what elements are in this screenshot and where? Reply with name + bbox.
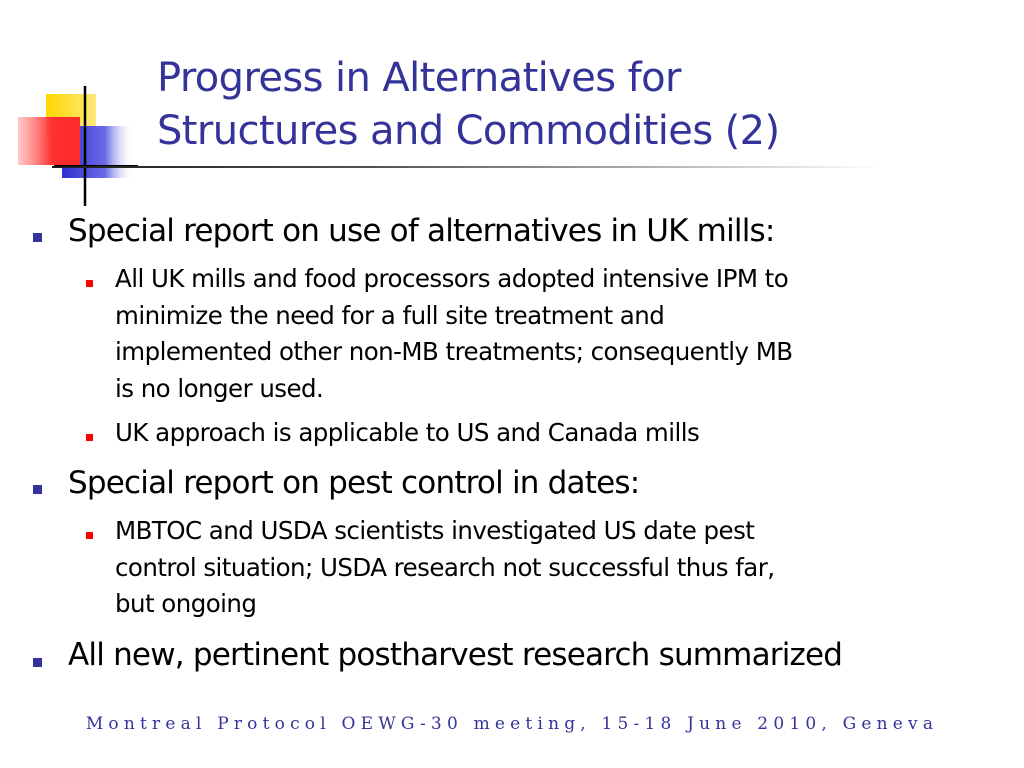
slide-title-line-1: Progress in Alternatives for [157, 55, 681, 101]
sub-bullet-line: is no longer used. [115, 373, 324, 403]
sub-bullet-line: minimize the need for a full site treatment and [115, 300, 665, 330]
sub-bullet-line: but ongoing [115, 589, 257, 618]
sub-bullet-line: implemented other non-MB treatments; consequently MB [115, 337, 793, 366]
sub-bullet-square-icon [86, 532, 93, 539]
bullet-square-icon [33, 485, 42, 494]
bullet-uk-mills-report: Special report on use of alternatives in UK mills: [68, 213, 775, 249]
slide-footer: Montreal Protocol OEWG-30 meeting, 15-18 June 2010, Geneva [85, 714, 939, 734]
sub-bullet-uk-ipm [115, 261, 995, 407]
sub-bullet-mbtoc-usda [115, 513, 995, 623]
sub-bullet-line: control situation; USDA research not successful thus far, [115, 552, 775, 582]
sub-bullet-line: All UK mills and food processors adopted intensive IPM to [115, 264, 789, 293]
slide-title-line-2: Structures and Commodities (2) [157, 108, 780, 154]
sub-bullet-square-icon [86, 434, 93, 441]
bullet-dates-report: Special report on pest control in dates: [68, 465, 640, 501]
sub-bullet-square-icon [86, 280, 93, 287]
bullet-square-icon [33, 233, 42, 242]
sub-bullet-uk-approach [115, 415, 995, 452]
bullet-square-icon [33, 658, 42, 667]
sub-bullet-line: UK approach is applicable to US and Canada mills [115, 418, 700, 447]
sub-bullet-line: MBTOC and USDA scientists investigated US date pest [115, 516, 755, 545]
bullet-postharvest-research: All new, pertinent postharvest research summarized [68, 637, 843, 673]
